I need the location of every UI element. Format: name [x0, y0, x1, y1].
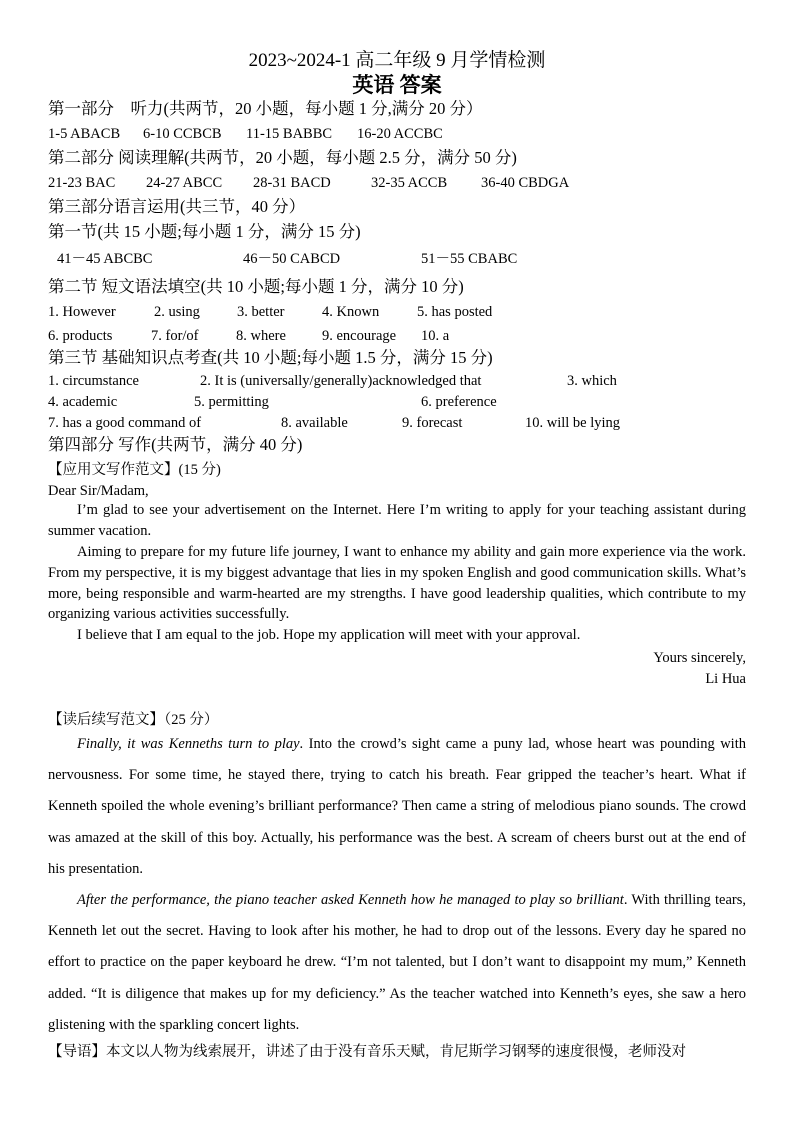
- knowledge-answer: 7. has a good command of: [48, 415, 202, 431]
- subject-title: 英语 答案: [352, 73, 442, 97]
- answer-group: 51－55 CBABC: [421, 251, 518, 267]
- guide-text: 【导语】本文以人物为线索展开，讲述了由于没有音乐天赋，肯尼斯学习钢琴的速度很慢，老师没对: [48, 1044, 686, 1060]
- knowledge-answer: 8. available: [281, 415, 348, 431]
- continuation-writing-label: 【读后续写范文】（25 分）: [48, 712, 219, 728]
- exam-title: 2023~2024-1 高二年级 9 月学情检测: [248, 50, 546, 71]
- part4-heading: 第四部分 写作(共两节，满分 40 分): [48, 435, 303, 454]
- knowledge-answer: 4. academic: [48, 394, 118, 410]
- paragraph-body: . Into the crowd’s sight came a puny lad, whose heart was pounding with nervousness. For some time, he stayed there, trying to catch his breath. Fear gripped the teacher’s heart. What if Kenneth spoiled the whole evening’s brilliant performance? Then came a string of melodious piano sounds. The crowd was amazed at the skill of this boy. Actually, his performance was the best. A scream of cheers burst out at the end of his presentation.: [48, 736, 746, 877]
- answer-group: 41－45 ABCBC: [57, 251, 153, 267]
- answer-group: 28-31 BACD: [253, 175, 331, 191]
- answer-group: 6-10 CCBCB: [143, 126, 222, 142]
- answer-group: 21-23 BAC: [48, 175, 116, 191]
- knowledge-answer: 3. which: [567, 373, 617, 389]
- blank-answer: 2. using: [154, 304, 200, 320]
- letter-paragraph: I’m glad to see your advertisement on the Internet. Here I’m writing to apply for your teaching assistant during summer vacation.: [48, 502, 746, 539]
- knowledge-answer: 6. preference: [421, 394, 497, 410]
- blank-answer: 4. Known: [322, 304, 380, 320]
- answer-group: 36-40 CBDGA: [481, 175, 570, 191]
- continuation-paragraph: [48, 885, 746, 1041]
- letter-signature: Li Hua: [705, 671, 746, 687]
- letter-salutation: Dear Sir/Madam,: [48, 483, 149, 499]
- part3-section1-heading: 第一节(共 15 小题;每小题 1 分，满分 15 分): [48, 222, 361, 241]
- answer-group: 11-15 BABBC: [246, 126, 333, 142]
- answer-group: 46－50 CABCD: [243, 251, 341, 267]
- part3-heading: 第三部分语言运用(共三节，40 分）: [48, 197, 306, 216]
- knowledge-answer: 1. circumstance: [48, 373, 139, 389]
- applied-writing-label: 【应用文写作范文】(15 分): [48, 462, 221, 478]
- paragraph-lead-sentence: After the performance, the piano teacher asked Kenneth how he managed to play so brilliant: [77, 892, 624, 908]
- answer-group: 24-27 ABCC: [146, 175, 223, 191]
- answer-group: 32-35 ACCB: [371, 175, 448, 191]
- blank-answer: 6. products: [48, 328, 113, 344]
- part3-section2-heading: 第二节 短文语法填空(共 10 小题;每小题 1 分，满分 10 分): [48, 277, 464, 296]
- paragraph-body: . With thrilling tears, Kenneth let out the secret. Having to look after his mother, he had to drop out of the lessons. Every day he spared no effort to practice on the paper keyboard he drew. “I’m not talented, but I don’t want to disappoint my mum,” Kenneth added. “It is diligence that makes up for my deficiency.” As the teacher watched into Kenneth’s eyes, she saw a hero glistening with the sparkling concert lights.: [48, 892, 746, 1033]
- knowledge-answer: 5. permitting: [194, 394, 269, 410]
- knowledge-answer: 2. It is (universally/generally)acknowledged that: [200, 373, 482, 389]
- blank-answer: 3. better: [237, 304, 285, 320]
- continuation-paragraph: [48, 729, 746, 885]
- letter-paragraph: Aiming to prepare for my future life journey, I want to enhance my ability and gain more experience via the work. From my perspective, it is my biggest advantage that lies in my spoken English and good communication skills. What’s more, being responsible and warm-hearted are my strengths. I have good leadership qualities, which contribute to my organizing various activities successfully.: [48, 544, 746, 623]
- knowledge-answer: 10. will be lying: [525, 415, 621, 431]
- answer-group: 1-5 ABACB: [48, 126, 121, 142]
- letter-paragraph: I believe that I am equal to the job. Hope my application will meet with your approval.: [77, 627, 581, 643]
- blank-answer: 9. encourage: [322, 328, 397, 344]
- blank-answer: 8. where: [236, 328, 286, 344]
- blank-answer: 7. for/of: [151, 328, 199, 344]
- letter-closing: Yours sincerely,: [653, 650, 746, 666]
- paragraph-lead-sentence: Finally, it was Kenneths turn to play: [77, 736, 300, 752]
- blank-answer: 5. has posted: [417, 304, 493, 320]
- answer-group: 16-20 ACCBC: [357, 126, 443, 142]
- part3-section3-heading: 第三节 基础知识点考查(共 10 小题;每小题 1.5 分，满分 15 分): [48, 348, 493, 367]
- part1-heading: 第一部分 听力(共两节，20 小题，每小题 1 分,满分 20 分）: [48, 99, 483, 118]
- blank-answer: 1. However: [48, 304, 116, 320]
- knowledge-answer: 9. forecast: [402, 415, 463, 431]
- part2-heading: 第二部分 阅读理解(共两节，20 小题，每小题 2.5 分，满分 50 分): [48, 148, 517, 167]
- blank-answer: 10. a: [421, 328, 450, 344]
